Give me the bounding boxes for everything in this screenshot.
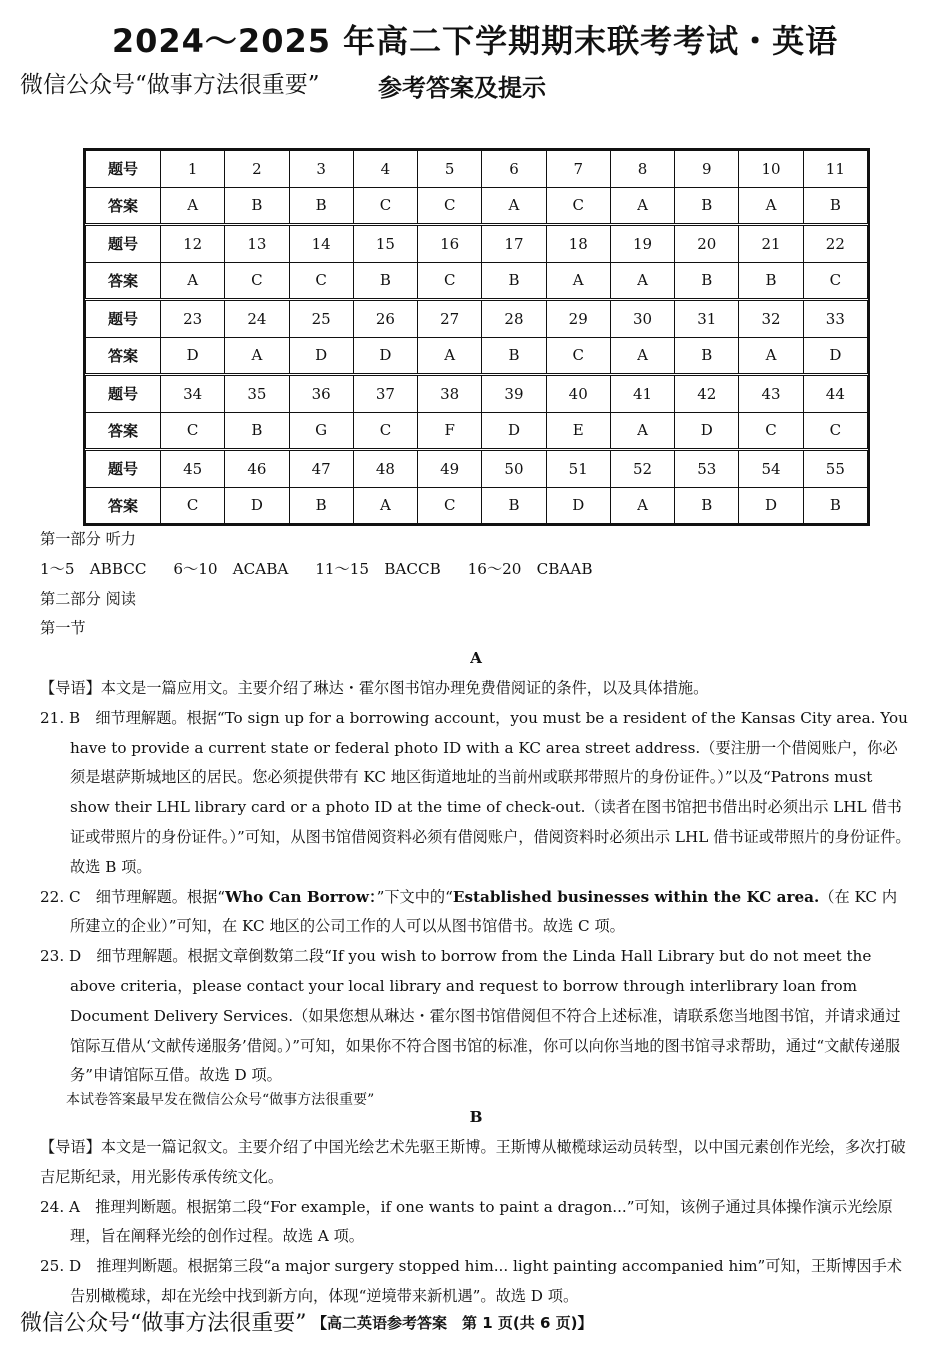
question-number-cell: 29 (546, 300, 610, 338)
question-number-cell: 22 (803, 225, 867, 263)
question-number-cell: 36 (289, 375, 353, 413)
question-number-cell: 52 (610, 450, 674, 488)
question-number-cell: 50 (482, 450, 546, 488)
answer-row (86, 412, 868, 450)
row-header-answer: 答案 (86, 187, 161, 225)
answer-cell: D (225, 487, 289, 524)
answer-22 (40, 883, 912, 943)
answer-cell: B (803, 487, 867, 524)
question-number-cell: 34 (161, 375, 225, 413)
question-number-cell: 4 (353, 151, 417, 188)
question-number-cell: 2 (225, 151, 289, 188)
answer-table (83, 148, 870, 526)
part1-heading: 第一部分 听力 (40, 530, 136, 548)
answer-cell: B (675, 487, 739, 524)
question-number-cell: 33 (803, 300, 867, 338)
answer-cell: B (675, 337, 739, 375)
question-number-cell: 49 (418, 450, 482, 488)
section1-heading: 第一节 (40, 619, 86, 638)
question-number-cell: 28 (482, 300, 546, 338)
answer-cell: E (546, 412, 610, 450)
answer-cell: A (546, 262, 610, 300)
answer-cell: A (418, 337, 482, 375)
question-number-cell: 23 (161, 300, 225, 338)
listening-key: 16～20 CBAAB (467, 559, 593, 578)
question-number-cell: 1 (161, 151, 225, 188)
notice-line: 本试卷答案最早发在微信公众号“做事方法很重要” (66, 1092, 375, 1109)
row-header-answer: 答案 (86, 487, 161, 524)
answer-cell: A (610, 262, 674, 300)
answer-cell: A (482, 187, 546, 225)
question-number-cell: 21 (739, 225, 803, 263)
question-number-row (86, 225, 868, 263)
question-number-cell: 43 (739, 375, 803, 413)
answer-22-part: ”下文中的“ (376, 887, 453, 906)
answer-cell: A (225, 337, 289, 375)
question-number-row (86, 450, 868, 488)
question-number-cell: 40 (546, 375, 610, 413)
question-number-cell: 51 (546, 450, 610, 488)
answer-22-quote2: Established businesses within the KC area. (452, 887, 820, 906)
question-number-cell: 26 (353, 300, 417, 338)
listening-keys (40, 555, 912, 585)
question-number-cell: 17 (482, 225, 546, 263)
answer-25: 25. D 推理判断题。根据第三段“a major surgery stopped him... light painting accompanied him”可知，王斯博因手术告别橄榄球，却在光绘中找到新方向，体现“逆境带来新机遇”。故选 D 项。 (40, 1257, 902, 1305)
question-number-cell: 19 (610, 225, 674, 263)
question-number-cell: 25 (289, 300, 353, 338)
question-number-cell: 20 (675, 225, 739, 263)
page-number: 【高二英语参考答案 第 1 页(共 6 页)】 (312, 1314, 593, 1332)
row-header-answer: 答案 (86, 262, 161, 300)
row-header-answer: 答案 (86, 337, 161, 375)
row-header-question: 题号 (86, 450, 161, 488)
answer-cell: C (803, 412, 867, 450)
answer-cell: B (289, 487, 353, 524)
listening-key: 6～10 ACABA (173, 559, 289, 578)
row-header-question: 题号 (86, 300, 161, 338)
question-number-cell: 46 (225, 450, 289, 488)
answer-cell: G (289, 412, 353, 450)
answer-cell: D (675, 412, 739, 450)
answer-cell: A (610, 187, 674, 225)
answer-cell: C (225, 262, 289, 300)
answer-cell: C (353, 412, 417, 450)
answer-cell: C (353, 187, 417, 225)
answer-cell: B (482, 487, 546, 524)
question-number-cell: 16 (418, 225, 482, 263)
answer-cell: D (482, 412, 546, 450)
question-number-cell: 3 (289, 151, 353, 188)
question-number-cell: 13 (225, 225, 289, 263)
question-number-cell: 15 (353, 225, 417, 263)
answer-row (86, 262, 868, 300)
answer-cell: D (289, 337, 353, 375)
answer-cell: A (161, 187, 225, 225)
answer-cell: C (739, 412, 803, 450)
answer-cell: C (161, 487, 225, 524)
question-number-cell: 45 (161, 450, 225, 488)
answer-cell: D (546, 487, 610, 524)
page-subtitle: 参考答案及提示 (378, 74, 546, 102)
answer-cell: D (739, 487, 803, 524)
answer-cell: C (546, 337, 610, 375)
answer-row (86, 487, 868, 524)
answer-cell: B (675, 262, 739, 300)
answer-explanations (40, 525, 912, 1312)
answer-cell: D (803, 337, 867, 375)
answer-cell: A (353, 487, 417, 524)
answer-cell: B (675, 187, 739, 225)
listening-key: 11～15 BACCB (315, 559, 441, 578)
answer-cell: C (418, 262, 482, 300)
answer-cell: B (739, 262, 803, 300)
question-number-cell: 47 (289, 450, 353, 488)
answer-23: 23. D 细节理解题。根据文章倒数第二段“If you wish to borrow from the Linda Hall Library but do not meet the above criteria，please contact your local library and request to borrow through interlibrary loan from Document Delivery Services.（如果您想从琳达・霍尔图书馆借阅但不符合上述标准，请联系您当地图书馆，并请求通过馆际互借从‘文献传递服务’借阅。）”可知，如果你不符合图书馆的标准，你可以向你当地的图书馆寻求帮助，通过“文献传递服务”申请馆际互借。故选 D 项。 (40, 947, 901, 1085)
passage-b-heading: B (469, 1108, 483, 1127)
intro-b: 【导语】本文是一篇记叙文。主要介绍了中国光绘艺术先驱王斯博。王斯博从橄榄球运动员转型，以中国元素创作光绘，多次打破吉尼斯纪录，用光影传承传统文化。 (40, 1137, 906, 1186)
answer-21: 21. B 细节理解题。根据“To sign up for a borrowing account，you must be a resident of the Kansas City area. You have to provide a current state or federal photo ID with a KC area street address.（要注册一个借阅账户，你必须是堪萨斯城地区的居民。您必须提供带有 KC 地区街道地址的当前州或联邦带照片的身份证件。）”以及“Patrons must show their LHL library card or a photo ID at the time of check-out.（读者在图书馆把书借出时必须出示 LHL 借书证或带照片的身份证件。）”可知，从图书馆借阅资料必须有借阅账户，借阅资料时必须出示 LHL 借书证或带照片的身份证件。故选 B 项。 (40, 708, 911, 876)
question-number-cell: 41 (610, 375, 674, 413)
question-number-cell: 9 (675, 151, 739, 188)
question-number-cell: 10 (739, 151, 803, 188)
question-number-cell: 53 (675, 450, 739, 488)
answer-cell: A (610, 337, 674, 375)
answer-cell: B (482, 262, 546, 300)
question-number-cell: 18 (546, 225, 610, 263)
answer-cell: D (353, 337, 417, 375)
question-number-cell: 8 (610, 151, 674, 188)
question-number-cell: 48 (353, 450, 417, 488)
question-number-cell: 55 (803, 450, 867, 488)
question-number-cell: 38 (418, 375, 482, 413)
question-number-cell: 54 (739, 450, 803, 488)
answer-cell: C (289, 262, 353, 300)
watermark-top: 微信公众号“做事方法很重要” (20, 72, 320, 98)
answer-cell: C (418, 187, 482, 225)
answer-cell: C (161, 412, 225, 450)
answer-22-part: 22. C 细节理解题。根据“ (40, 887, 226, 906)
answer-cell: B (482, 337, 546, 375)
answer-cell: F (418, 412, 482, 450)
question-number-cell: 39 (482, 375, 546, 413)
answer-cell: A (739, 187, 803, 225)
row-header-question: 题号 (86, 225, 161, 263)
question-number-cell: 11 (803, 151, 867, 188)
answer-22-part: （在 KC 内所建立的企业）”可知，在 KC 地区的公司工作的人可以从图书馆借书。故选 C 项。 (70, 887, 898, 936)
answer-row (86, 187, 868, 225)
answer-cell: A (161, 262, 225, 300)
answer-cell: A (739, 337, 803, 375)
row-header-answer: 答案 (86, 412, 161, 450)
question-number-cell: 37 (353, 375, 417, 413)
question-number-row (86, 375, 868, 413)
row-header-question: 题号 (86, 151, 161, 188)
listening-key: 1～5 ABBCC (40, 559, 147, 578)
question-number-cell: 12 (161, 225, 225, 263)
question-number-cell: 14 (289, 225, 353, 263)
question-number-cell: 32 (739, 300, 803, 338)
answer-cell: B (225, 187, 289, 225)
part2-heading: 第二部分 阅读 (40, 589, 136, 608)
question-number-cell: 30 (610, 300, 674, 338)
row-header-question: 题号 (86, 375, 161, 413)
question-number-cell: 31 (675, 300, 739, 338)
answer-cell: C (803, 262, 867, 300)
answer-cell: C (546, 187, 610, 225)
page-title: 2024～2025 年高二下学期期末联考考试・英语 (111, 22, 839, 60)
question-number-cell: 7 (546, 151, 610, 188)
intro-a: 【导语】本文是一篇应用文。主要介绍了琳达・霍尔图书馆办理免费借阅证的条件，以及具体措施。 (40, 678, 709, 697)
question-number-cell: 27 (418, 300, 482, 338)
answer-cell: B (289, 187, 353, 225)
question-number-cell: 35 (225, 375, 289, 413)
question-number-row (86, 151, 868, 188)
answer-24: 24. A 推理判断题。根据第二段“For example，if one wants to paint a dragon...”可知，该例子通过具体操作演示光绘原理，旨在阐释光绘的创作过程。故选 A 项。 (40, 1197, 893, 1246)
question-number-cell: 24 (225, 300, 289, 338)
answer-cell: A (610, 412, 674, 450)
answer-22-quote1: Who Can Borrow： (225, 887, 377, 906)
answer-cell: B (353, 262, 417, 300)
question-number-cell: 6 (482, 151, 546, 188)
question-number-cell: 42 (675, 375, 739, 413)
answer-cell: D (161, 337, 225, 375)
passage-a-heading: A (470, 649, 482, 668)
question-number-row (86, 300, 868, 338)
question-number-cell: 5 (418, 151, 482, 188)
answer-row (86, 337, 868, 375)
answer-cell: C (418, 487, 482, 524)
question-number-cell: 44 (803, 375, 867, 413)
answer-cell: A (610, 487, 674, 524)
answer-cell: B (225, 412, 289, 450)
answer-cell: B (803, 187, 867, 225)
watermark-bottom: 微信公众号“做事方法很重要” (20, 1311, 307, 1336)
